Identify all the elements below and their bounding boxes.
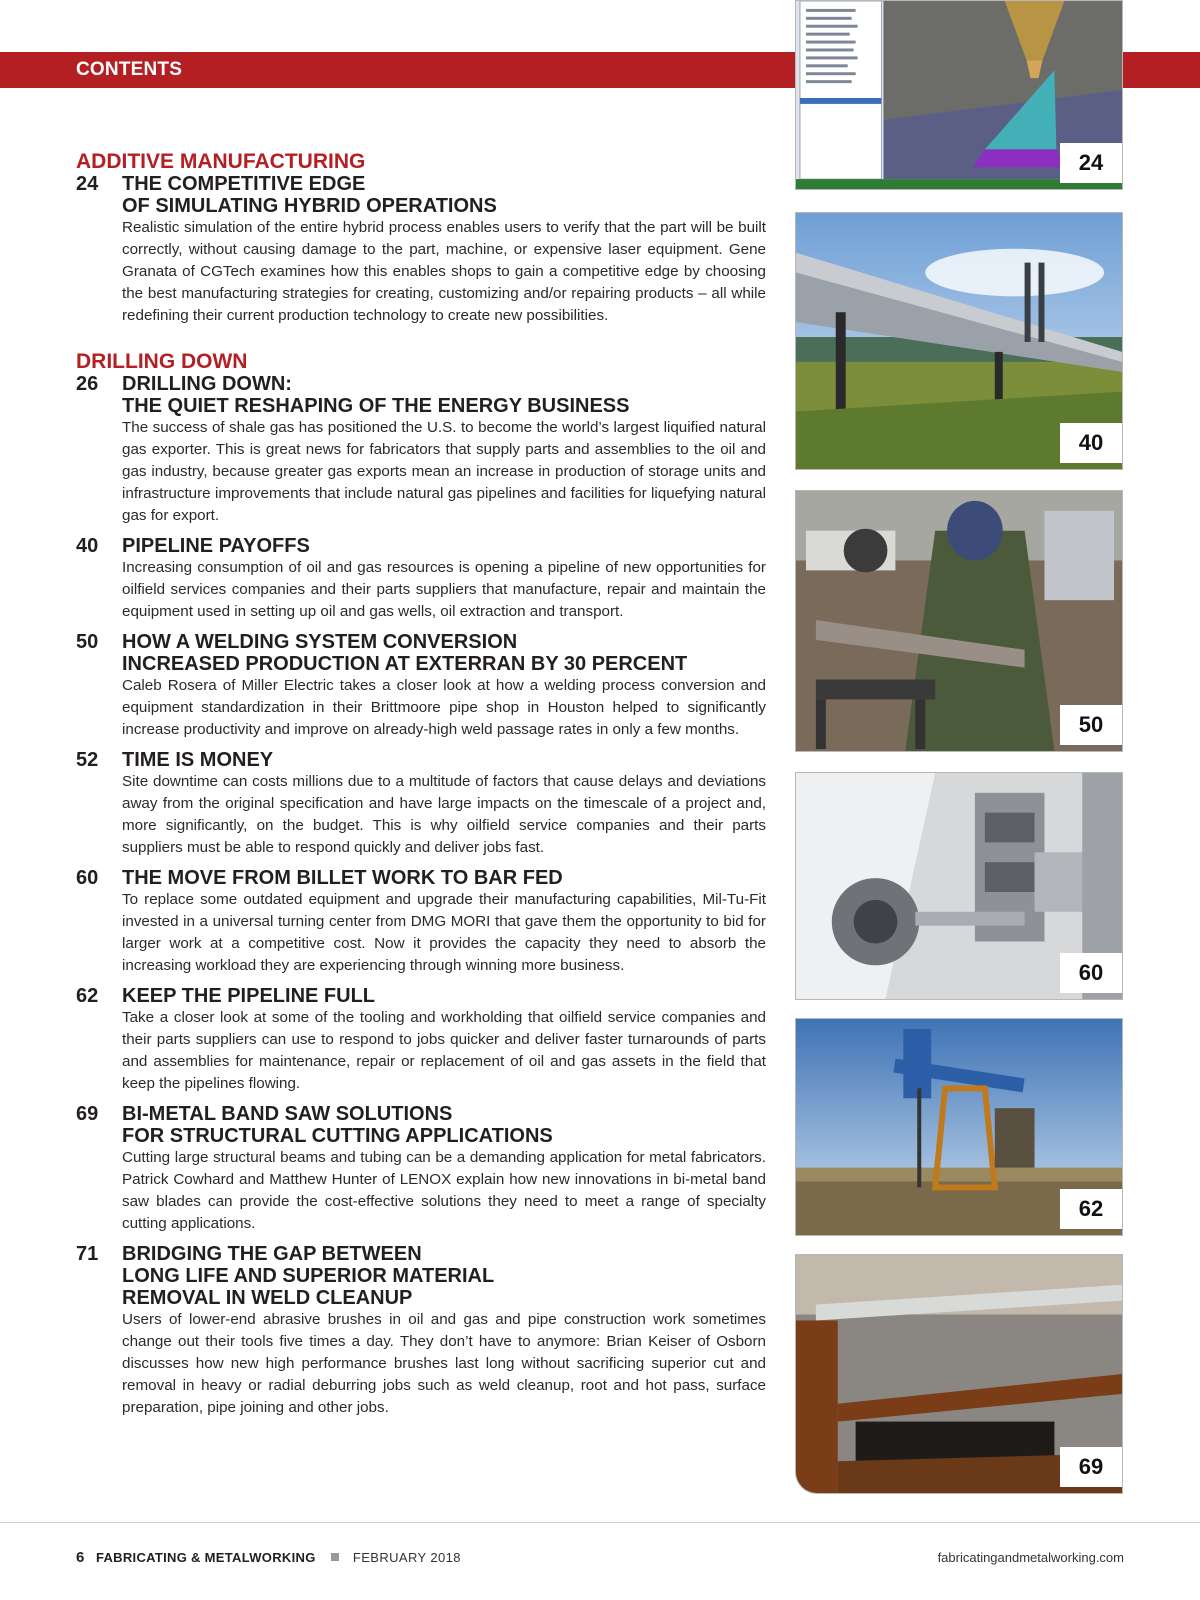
entry-title: DRILLING DOWN: THE QUIET RESHAPING OF THE ENERGY BUSINESS (122, 373, 630, 417)
toc-entry[interactable] (76, 1103, 766, 1235)
section-additive-manufacturing (76, 150, 766, 327)
entry-page-number: 62 (76, 985, 99, 1007)
photo-pipeline[interactable] (795, 212, 1123, 470)
entry-page-number: 26 (76, 373, 99, 395)
table-of-contents (76, 150, 766, 1442)
entry-page-number: 52 (76, 749, 99, 771)
footer-separator (331, 1553, 339, 1561)
photo-page-badge: 50 (1060, 705, 1122, 745)
toc-entry[interactable] (76, 1243, 766, 1419)
photo-simulation-software[interactable] (795, 0, 1123, 190)
section-heading: ADDITIVE MANUFACTURING (76, 150, 366, 173)
photo-turning-center[interactable] (795, 772, 1123, 1000)
section-heading: DRILLING DOWN (76, 350, 248, 373)
entry-description: Realistic simulation of the entire hybrid process enables users to verify that the part will be built correctly, without causing damage to the part, machine, or expensive laser equipment. Gene Granata of CGTech examines how this enables shops to gain a competitive edge by choosing the best manufacturing strategies for creating, customizing and/or repairing products – all while redefining their current production technology to create new possibilities. (122, 219, 766, 324)
toc-entry[interactable] (76, 631, 766, 741)
photo-welder[interactable] (795, 490, 1123, 752)
photo-page-badge: 60 (1060, 953, 1122, 993)
photo-pumpjack[interactable] (795, 1018, 1123, 1236)
entry-title: HOW A WELDING SYSTEM CONVERSION INCREASED PRODUCTION AT EXTERRAN BY 30 PERCENT (122, 631, 688, 675)
entry-title: TIME IS MONEY (122, 749, 274, 771)
footer-divider (0, 1522, 1200, 1523)
page-footer (76, 1549, 1124, 1569)
footer-page-number: 6 (76, 1549, 85, 1566)
entry-description: To replace some outdated equipment and upgrade their manufacturing capabilities, Mil-Tu-Fit invested in a universal turning center from DMG MORI that gave them the opportunity to bid for larger work at a competitive cost. Now it provides the capacity they need to absorb the increasing workload they are experiencing through winning more business. (122, 891, 766, 974)
photo-page-badge: 69 (1060, 1447, 1122, 1487)
toc-entry[interactable] (76, 373, 766, 527)
entry-page-number: 50 (76, 631, 99, 653)
section-drilling-down (76, 350, 766, 1419)
entry-page-number: 71 (76, 1243, 99, 1265)
contents-label: CONTENTS (76, 59, 183, 80)
entry-description: Users of lower-end abrasive brushes in oil and gas and pipe construction work sometimes change out their tools five times a day. They don’t have to anymore: Brian Keiser of Osborn discusses how new high performance brushes last long without sacrificing superior cut and removal in heavy or radial deburring jobs such as weld cleanup, root and hot pass, surface preparation, pipe joining and other jobs. (122, 1311, 766, 1416)
entry-description: The success of shale gas has positioned the U.S. to become the world’s largest liquified natural gas exporter. This is great news for fabricators that supply parts and assemblies to the oil and gas industry, because greater gas exports mean an increase in production of storage units and infrastructure improvements that include natural gas pipelines and facilities for liquefying natural gas for export. (122, 419, 766, 524)
photo-page-badge: 40 (1060, 423, 1122, 463)
photo-page-badge: 62 (1060, 1189, 1122, 1229)
entry-title: KEEP THE PIPELINE FULL (122, 985, 375, 1007)
toc-entry[interactable] (76, 173, 766, 327)
photo-band-saw[interactable] (795, 1254, 1123, 1494)
photo-page-badge: 24 (1060, 143, 1122, 183)
entry-title: PIPELINE PAYOFFS (122, 535, 310, 557)
entry-page-number: 24 (76, 173, 99, 195)
entry-title: THE MOVE FROM BILLET WORK TO BAR FED (122, 867, 563, 889)
toc-entry[interactable] (76, 867, 766, 977)
entry-page-number: 60 (76, 867, 99, 889)
entry-title: BRIDGING THE GAP BETWEEN LONG LIFE AND SUPERIOR MATERIAL REMOVAL IN WELD CLEANUP (122, 1243, 495, 1309)
entry-description: Increasing consumption of oil and gas resources is opening a pipeline of new opportunities for oilfield services companies and their parts suppliers that manufacture, repair and maintain the equipment used in setting up oil and gas wells, oil extraction and transport. (122, 559, 766, 620)
entry-description: Cutting large structural beams and tubing can be a demanding application for metal fabricators. Patrick Cowhard and Matthew Hunter of LENOX explain how new innovations in bi-metal band saw blades can provide the cost-effective solutions they need to meet a range of specialty cutting applications. (122, 1149, 766, 1232)
toc-entry[interactable] (76, 749, 766, 859)
entry-description: Caleb Rosera of Miller Electric takes a closer look at how a welding process conversion and equipment standardization in their Brittmoore pipe shop in Houston helped to significantly increase productivity and improve on already-high weld passage rates in only a few months. (122, 677, 766, 738)
toc-entry[interactable] (76, 535, 766, 623)
entry-description: Take a closer look at some of the tooling and workholding that oilfield service companies and their parts suppliers can use to respond to jobs quicker and deliver faster turnarounds of parts and assemblies for maintenance, repair or replacement of oil and gas assets in the field that keep the pipelines flowing. (122, 1009, 766, 1092)
entry-page-number: 69 (76, 1103, 99, 1125)
toc-entry[interactable] (76, 985, 766, 1095)
entry-description: Site downtime can costs millions due to a multitude of factors that cause delays and deviations away from the original specification and have large impacts on the timescale of a project and, more significantly, on the budget. This is why oilfield service companies and their parts suppliers must be able to respond quickly and deliver jobs fast. (122, 773, 766, 856)
footer-url[interactable]: fabricatingandmetalworking.com (937, 1550, 1124, 1565)
entry-title: BI-METAL BAND SAW SOLUTIONS FOR STRUCTURAL CUTTING APPLICATIONS (122, 1103, 553, 1147)
footer-date: FEBRUARY 2018 (352, 1550, 461, 1565)
footer-publication: FABRICATING & METALWORKING (95, 1550, 316, 1565)
entry-page-number: 40 (76, 535, 99, 557)
entry-title: THE COMPETITIVE EDGE OF SIMULATING HYBRID OPERATIONS (122, 173, 497, 217)
